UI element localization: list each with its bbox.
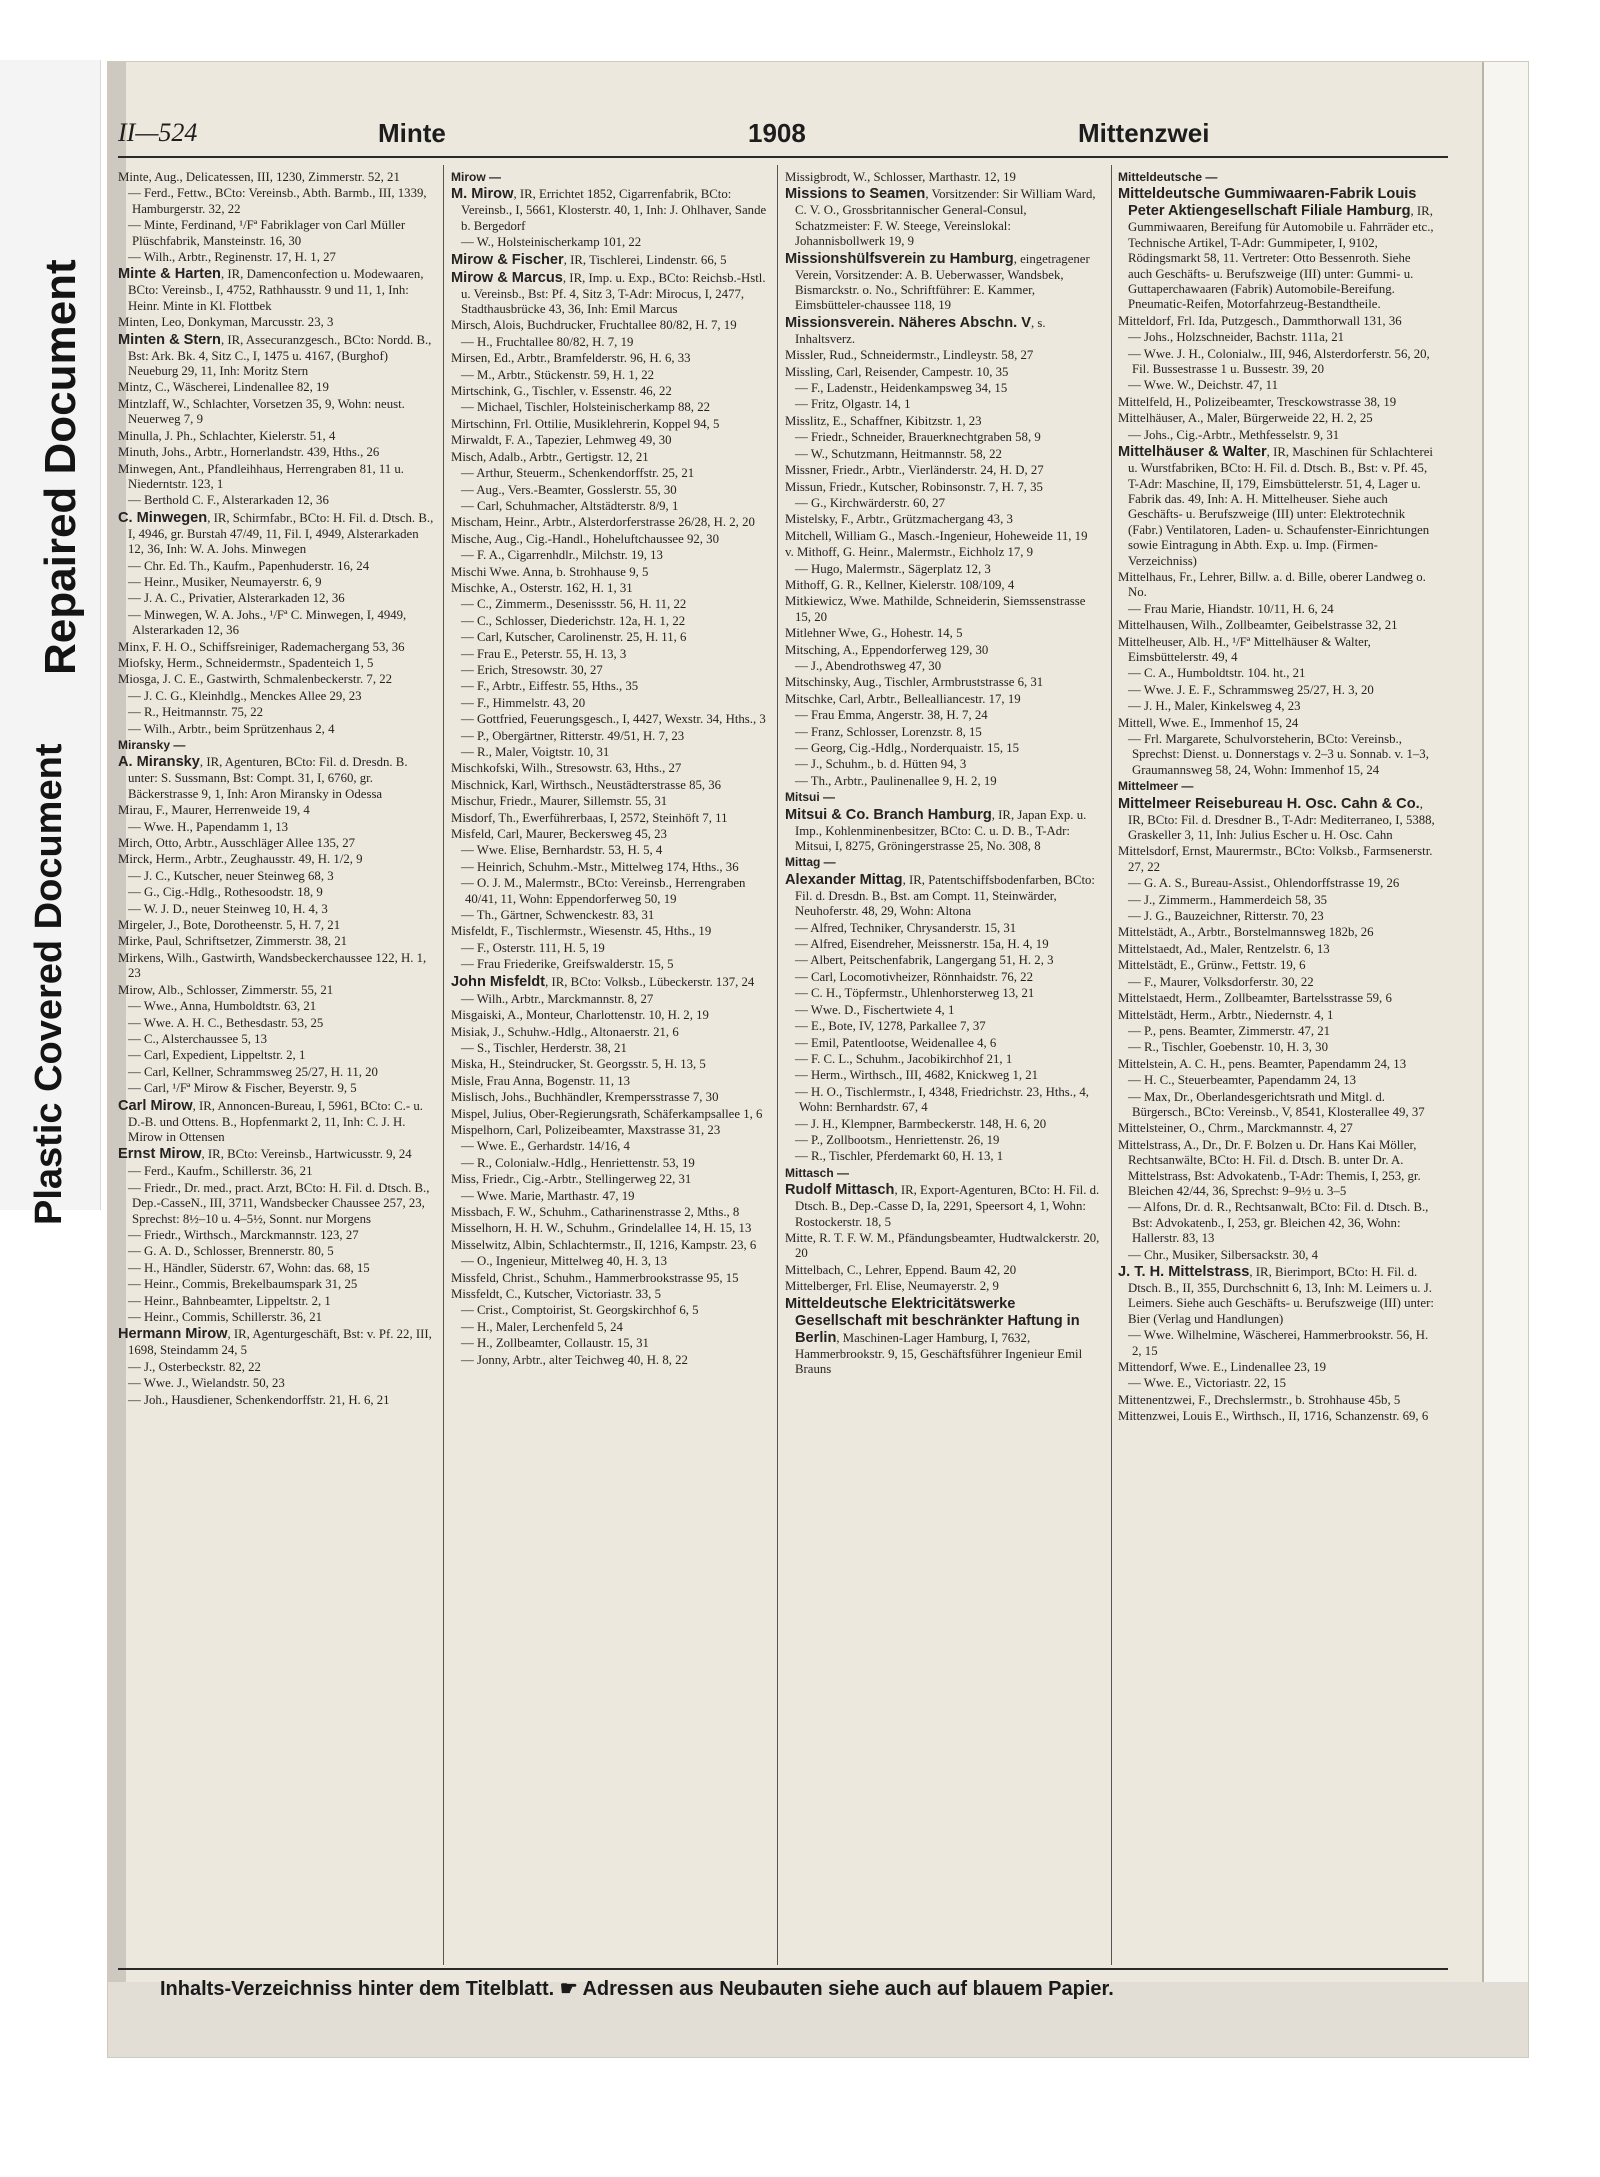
directory-entry: Mittelhausen, Wilh., Zollbeamter, Geibelstrasse 32, 21 [1118, 618, 1398, 633]
directory-entry: — R., Tischler, Goebenstr. 10, H. 3, 30 [1128, 1040, 1328, 1055]
directory-entry: — R., Heitmannstr. 75, 22 [128, 705, 264, 720]
directory-entry: Mische, Aug., Cig.-Handl., Hoheluftchaussee 92, 30 [451, 531, 719, 546]
directory-entry: Misle, Frau Anna, Bogenstr. 11, 13 [451, 1073, 631, 1088]
directory-entry: — Frau Marie, Hiandstr. 10/11, H. 6, 24 [1128, 601, 1334, 616]
directory-entry: Mirtschinn, Frl. Ottilie, Musiklehrerin, Koppel 94, 5 [451, 416, 720, 431]
directory-entry: Minten & Stern, IR, Assecuranzgesch., BCto: Nordd. B., Bst: Ark. Bk. 4, Sitz C., I, 1475 u. 4167, (Burghof) Neueburg 29, 11, Inh: Moritz Stern [118, 331, 432, 379]
directory-entry: — Wwe. E., Gerhardstr. 14/16, 4 [461, 1139, 630, 1154]
directory-entry: — P., Zollbootsm., Henriettenstr. 26, 19 [795, 1132, 1000, 1147]
directory-entry: Mittelmeer Reisebureau H. Osc. Cahn & Co., IR, BCto: Fil. d. Dresdner B., T-Adr: Mediterraneo, I, 5388, Graskeller 3, 11, Inh: Julius Escher u. H. Osc. Cahn [1118, 795, 1435, 843]
directory-entry: — Joh., Hausdiener, Schenkendorffstr. 21, H. 6, 21 [128, 1392, 390, 1407]
directory-entry: — Wwe. D., Fischertwiete 4, 1 [795, 1002, 955, 1017]
directory-entry: J. T. H. Mittelstrass, IR, Bierimport, BCto: H. Fil. d. Dtsch. B., II, 355, Durchschnitt 6, 13, Inh: M. Leimers u. J. Leimers. Siehe auch Geschäfts- u. Berufszweige (III) unter: Bier (Verlag und Handlungen) [1118, 1264, 1434, 1326]
directory-entry: — Franz, Schlosser, Lorenzstr. 8, 15 [795, 724, 982, 739]
directory-entry: Mirtschink, G., Tischler, v. Essenstr. 46, 22 [451, 384, 672, 399]
directory-entry: — Crist., Comptoirist, St. Georgskirchhof 6, 5 [461, 1303, 699, 1318]
directory-entry: C. Minwegen, IR, Schirmfabr., BCto: H. Fil. d. Dtsch. B., I, 4946, gr. Burstah 47/49, 11, Fil. I, 4949, Alsterarkaden 12, 36, Inh: W. A. Johs. Minwegen [118, 509, 434, 557]
directory-entry: — J. G., Bauzeichner, Ritterstr. 70, 23 [1128, 909, 1324, 924]
directory-entry: — C., Zimmerm., Desenissstr. 56, H. 11, 22 [461, 597, 687, 612]
directory-entry: Mitschinsky, Aug., Tischler, Armbruststrasse 6, 31 [785, 675, 1044, 690]
directory-entry: Mischur, Friedr., Maurer, Sillemstr. 55, 31 [451, 794, 668, 809]
directory-entry: — Wilh., Arbtr., beim Sprützenhaus 2, 4 [128, 721, 335, 736]
header-year: 1908 [748, 118, 806, 148]
directory-entry: — J. C., Kutscher, neuer Steinweg 68, 3 [128, 868, 334, 883]
directory-entry: — J. C. G., Kleinhdlg., Menckes Allee 29, 23 [128, 688, 362, 703]
directory-entry: Mittasch — [785, 1165, 850, 1180]
directory-entry: Miofsky, Herm., Schneidermstr., Spadenteich 1, 5 [118, 655, 374, 670]
directory-entry: — Friedr., Wirthsch., Marckmannstr. 123, 27 [128, 1227, 359, 1242]
directory-entry: Missbach, F. W., Schuhm., Catharinenstrasse 2, Mths., 8 [451, 1204, 740, 1219]
directory-entry: — P., Obergärtner, Ritterstr. 49/51, H. 7, 23 [461, 728, 685, 743]
directory-entry: — S., Tischler, Herderstr. 38, 21 [461, 1040, 627, 1055]
document-label-repaired: Repaired Document [36, 259, 85, 675]
directory-column-2 [451, 170, 769, 1965]
directory-entry: Minx, F. H. O., Schiffsreiniger, Rademachergang 53, 36 [118, 639, 405, 654]
directory-entry: Mittelmeer — [1118, 779, 1194, 794]
directory-entry: Missun, Friedr., Kutscher, Robinsonstr. 7, H. 7, 35 [785, 479, 1043, 494]
directory-entry: — Alfons, Dr. d. R., Rechtsanwalt, BCto: Fil. d. Dtsch. B., Bst: Advokatenb., I, 253, gr. Bleichen 42, 36, Wohn: Hallerstr. 83, 13 [1128, 1200, 1429, 1246]
directory-entry: — Wwe. J., Wielandstr. 50, 23 [128, 1376, 285, 1391]
directory-entry: — R., Maler, Voigtstr. 10, 31 [461, 745, 610, 759]
directory-entry: Misfeld, Carl, Maurer, Beckersweg 45, 23 [451, 827, 667, 842]
directory-entry: Misselhorn, H. H. W., Schuhm., Grindelallee 14, H. 15, 13 [451, 1221, 752, 1236]
directory-entry: — F., Himmelstr. 43, 20 [461, 695, 586, 710]
directory-entry: — Alfred, Techniker, Chrysanderstr. 15, 31 [795, 920, 1017, 935]
directory-entry: Minwegen, Ant., Pfandleihhaus, Herrengraben 81, 11 u. Niederntstr. 123, 1 [118, 461, 404, 491]
directory-entry: Mirch, Otto, Arbtr., Ausschläger Allee 135, 27 [118, 836, 356, 851]
directory-entry: Mittelberger, Frl. Elise, Neumayerstr. 2, 9 [785, 1279, 999, 1294]
directory-entry: — Frau E., Peterstr. 55, H. 13, 3 [461, 646, 627, 661]
directory-entry: — Gottfried, Feuerungsgesch., I, 4427, Wexstr. 34, Hths., 3 [461, 712, 766, 727]
directory-entry: — Wwe. W., Deichstr. 47, 11 [1128, 378, 1278, 393]
directory-entry: Misdorf, Th., Ewerführerbaas, I, 2572, Steinhöft 7, 11 [451, 810, 728, 825]
directory-entry: Minte & Harten, IR, Damenconfection u. Modewaaren, BCto: Vereinsb., I, 4752, Rathhausstr. 9 und 11, 1, Inh: Heinr. Minte in Kl. Flottbek [118, 266, 424, 313]
directory-entry: Miss, Friedr., Cig.-Arbtr., Stellingerweg 22, 31 [451, 1172, 692, 1187]
directory-entry: Mitteldeutsche — [1118, 170, 1218, 184]
directory-entry: — Michael, Tischler, Holsteinischerkamp 88, 22 [461, 400, 710, 415]
directory-entry: Miosga, J. C. E., Gastwirth, Schmalenbeckerstr. 7, 22 [118, 672, 393, 687]
directory-entry: — Wilh., Arbtr., Reginenstr. 17, H. 1, 27 [128, 250, 336, 265]
directory-entry: Missions to Seamen, Vorsitzender: Sir William Ward, C. V. O., Grossbritannischer General-Consul, Schatzmeister: F. W. Steege, Vereinslokal: Johannisbollwerk 19, 9 [785, 186, 1096, 249]
directory-entry: — Frl. Margarete, Schulvorsteherin, BCto: Vereinsb., Sprechst: Dienst. u. Donnerstags v. 2–3 u. Sonnab. v. 1–3, Graumannsweg 58, 24, Wohn: Immenhof 15, 24 [1128, 732, 1429, 777]
directory-entry: — G. A. S., Bureau-Assist., Ohlendorffstrasse 19, 26 [1128, 876, 1400, 891]
directory-entry: — Wwe. E., Victoriastr. 22, 15 [1128, 1376, 1286, 1391]
directory-entry: Mirsen, Ed., Arbtr., Bramfelderstr. 96, H. 6, 33 [451, 351, 691, 366]
directory-entry: — Carl, Kutscher, Carolinenstr. 25, H. 11, 6 [461, 630, 687, 645]
directory-entry: — F., Arbtr., Eiffestr. 55, Hths., 35 [461, 679, 639, 694]
directory-entry: — Heinr., Commis, Brekelbaumspark 31, 25 [128, 1277, 358, 1292]
directory-entry: Mittell, Wwe. E., Immenhof 15, 24 [1118, 715, 1299, 730]
directory-entry: — Alfred, Eisendreher, Meissnerstr. 15a, H. 4, 19 [795, 937, 1049, 952]
directory-entry: Missionshülfsverein zu Hamburg, eingetragener Verein, Vorsitzender: A. B. Ueberwasser, Wandsbek, Bismarckstr. o. No., Schriftführer: E. Kammer, Eimsbütteler-chaussee 118, 19 [785, 250, 1090, 313]
directory-entry: — Ferd., Fettw., BCto: Vereinsb., Abth. Barmb., III, 1339, Hamburgerstr. 32, 22 [128, 186, 427, 216]
directory-entry: — Wwe., Anna, Humboldtstr. 63, 21 [128, 999, 317, 1014]
directory-entry: — Carl, Expedient, Lippeltstr. 2, 1 [128, 1048, 306, 1063]
directory-entry: Mirau, F., Maurer, Herrenweide 19, 4 [118, 803, 310, 818]
directory-entry: — Wwe. J. H., Colonialw., III, 946, Alsterdorferstr. 56, 20, Fil. Bussestrasse 1 u. Bussestr. 39, 20 [1128, 346, 1430, 377]
directory-entry: — H., Fruchtallee 80/82, H. 7, 19 [461, 334, 634, 349]
directory-entry: Mispel, Julius, Ober-Regierungsrath, Schäferkampsallee 1, 6 [451, 1106, 763, 1121]
directory-entry: Minulla, J. Ph., Schlachter, Kielerstr. 51, 4 [118, 428, 336, 443]
directory-entry: Miransky — [118, 738, 186, 752]
directory-entry: Rudolf Mittasch, IR, Export-Agenturen, BCto: H. Fil. d. Dtsch. B., Dep.-Casse D, Ia, 2291, Speersort 4, 1, Wohn: Rostockerstr. 18, 5 [785, 1182, 1100, 1229]
directory-entry: Missler, Rud., Schneidermstr., Lindleystr. 58, 27 [785, 348, 1034, 363]
directory-entry: Missling, Carl, Reisender, Campestr. 10, 35 [785, 364, 1009, 379]
directory-entry: — Erich, Stresowstr. 30, 27 [461, 662, 603, 677]
directory-entry: Mischi Wwe. Anna, b. Strohhause 9, 5 [451, 564, 649, 579]
directory-entry: — R., Tischler, Pferdemarkt 60, H. 13, 1 [795, 1149, 1004, 1164]
header-first-entry: Minte [378, 118, 446, 148]
document-label-strip [0, 60, 101, 1225]
directory-entry: Mitsui & Co. Branch Hamburg, IR, Japan Exp. u. Imp., Kohlenminenbesitzer, BCto: C. u. D. B., T-Adr: Mitsui, I, 8275, Gröningerstrasse 25, No. 308, 8 [785, 806, 1087, 854]
directory-entry: — H., Maler, Lerchenfeld 5, 24 [461, 1319, 623, 1334]
directory-entry: Alexander Mittag, IR, Patentschiffsbodenfarben, BCto: Fil. d. Dresdn. B., Bst. am Compt. 11, Steinwärder, Neuhoferstr. 48, 29, Wohn: Altona [785, 871, 1095, 919]
directory-entry: — O., Ingenieur, Mittelweg 40, H. 3, 13 [461, 1254, 667, 1269]
directory-entry: Mirke, Paul, Schriftsetzer, Zimmerstr. 38, 21 [118, 934, 348, 949]
directory-entry: Mispelhorn, Carl, Polizeibeamter, Maxstrasse 31, 23 [451, 1122, 721, 1137]
directory-entry: Mirow — [451, 170, 501, 184]
footer-rule [118, 1968, 1448, 1970]
directory-entry: — Wwe. Elise, Bernhardstr. 53, H. 5, 4 [461, 843, 663, 858]
directory-entry: Mitsching, A., Eppendorferweg 129, 30 [785, 642, 989, 657]
directory-entry: Mirsch, Alois, Buchdrucker, Fruchtallee 80/82, H. 7, 19 [451, 318, 737, 333]
directory-entry: Mittelstrass, A., Dr., Dr. F. Bolzen u. Dr. Hans Kai Möller, Rechtsanwälte, BCto: H. Fil. d. Dtsch. B. unter Dr. A. Mittelstrass, Bst: Advokatenb., T-Adr: Themis, I, 253, gr. Bleichen 42/44, 36, Sprechst: 9–9½ u. 3–5 [1118, 1137, 1421, 1198]
directory-entry: — E., Bote, IV, 1278, Parkallee 7, 37 [795, 1019, 986, 1034]
directory-entry: — Jonny, Arbtr., alter Teichweg 40, H. 8, 22 [461, 1352, 688, 1367]
directory-entry: Mitte, R. T. F. W. M., Pfändungsbeamter, Hudtwalckerstr. 20, 20 [785, 1230, 1100, 1261]
directory-entry: — Hugo, Malermstr., Sägerplatz 12, 3 [795, 561, 991, 576]
directory-entry: Minten, Leo, Donkyman, Marcusstr. 23, 3 [118, 315, 334, 330]
directory-entry: — P., pens. Beamter, Zimmerstr. 47, 21 [1128, 1023, 1331, 1038]
directory-entry: Misfeldt, F., Tischlermstr., Wiesenstr. 45, Hths., 19 [451, 924, 712, 939]
directory-entry: Missigbrodt, W., Schlosser, Marthastr. 12, 19 [785, 170, 1016, 184]
directory-entry: Misgaiski, A., Monteur, Charlottenstr. 10, H. 2, 19 [451, 1008, 709, 1023]
directory-entry: — F., Osterstr. 111, H. 5, 19 [461, 940, 605, 955]
directory-entry: — Heinr., Commis, Schillerstr. 36, 21 [128, 1310, 323, 1324]
directory-entry: — Chr. Ed. Th., Kaufm., Papenhuderstr. 16, 24 [128, 558, 370, 573]
directory-entry: Mintzlaff, W., Schlachter, Vorsetzen 35, 9, Wohn: neust. Neuerweg 7, 9 [118, 396, 405, 427]
directory-entry: Mittelstädt, E., Grünw., Fettstr. 19, 6 [1118, 958, 1306, 973]
directory-entry: — Wwe. Marie, Marthastr. 47, 19 [461, 1188, 635, 1203]
directory-entry: — Herm., Wirthsch., III, 4682, Knickweg 1, 21 [795, 1068, 1039, 1083]
directory-entry: — Georg, Cig.-Hdlg., Norderquaistr. 15, 15 [795, 741, 1020, 755]
directory-entry: Mittenzwei, Louis E., Wirthsch., II, 1716, Schanzenstr. 69, 6 [1118, 1409, 1429, 1424]
directory-entry: Mitteldeutsche Gummiwaaren-Fabrik Louis Peter Aktiengesellschaft Filiale Hamburg, IR, Gummiwaaren, Bereifung für Automobile u. Fahrräder etc., Technische Artikel, T-Adr: Gummipeter, I, 9102, Rödingsmarkt 58, 11. Vertreter: Otto Bessenroth. Siehe auch Geschäfts- u. Berufszweige (III) unter: Gummi- u. Guttaperchawaaren (Fabrik) Automobile-Bereifung. Pneumatic-Reifen, Motorfahrzeug-Bestandtheile. [1118, 186, 1434, 312]
directory-entry: Mislisch, Johs., Buchhändler, Krempersstrasse 7, 30 [451, 1090, 719, 1105]
directory-entry: — F., Maurer, Volksdorferstr. 30, 22 [1128, 974, 1314, 989]
page-right-edge [1482, 62, 1528, 2057]
directory-entry: — H., Zollbeamter, Collaustr. 15, 31 [461, 1336, 649, 1351]
directory-entry: — Albert, Peitschenfabrik, Langergang 51, H. 2, 3 [795, 953, 1054, 968]
directory-entry: — Heinrich, Schuhm.-Mstr., Mittelweg 174, Hths., 36 [461, 859, 739, 874]
directory-entry: Missfeld, Christ., Schuhm., Hammerbrookstrasse 95, 15 [451, 1270, 739, 1285]
directory-entry: Mirwaldt, F. A., Tapezier, Lehmweg 49, 30 [451, 433, 672, 448]
directory-entry: Mirow & Fischer, IR, Tischlerei, Lindenstr. 66, 5 [451, 251, 727, 268]
directory-entry: — J., Schuhm., b. d. Hütten 94, 3 [795, 757, 967, 772]
directory-entry: Mirow, Alb., Schlosser, Zimmerstr. 55, 21 [118, 982, 334, 997]
directory-entry: Mischnick, Karl, Wirthsch., Neustädterstrasse 85, 36 [451, 777, 722, 792]
directory-entry: — F., Ladenstr., Heidenkampsweg 34, 15 [795, 381, 1008, 396]
directory-entry: — W., Holsteinischerkamp 101, 22 [461, 235, 642, 250]
directory-entry: — Wilh., Arbtr., Marckmannstr. 8, 27 [461, 991, 654, 1006]
directory-entry: — Aug., Vers.-Beamter, Gosslerstr. 55, 30 [461, 482, 677, 497]
directory-entry: — Fritz, Olgastr. 14, 1 [795, 397, 911, 412]
directory-entry: — J. H., Maler, Kinkelsweg 4, 23 [1128, 699, 1301, 714]
directory-entry: — J., Osterbeckstr. 82, 22 [128, 1359, 261, 1374]
directory-entry: — G., Cig.-Hdlg., Rothesoodstr. 18, 9 [128, 885, 323, 900]
directory-entry: — Th., Gärtner, Schwenckestr. 83, 31 [461, 908, 655, 923]
directory-entry: Mittelstaedt, Herm., Zollbeamter, Bartelsstrasse 59, 6 [1118, 991, 1392, 1006]
page-header [118, 118, 1448, 158]
directory-entry: Mittelbach, C., Lehrer, Eppend. Baum 42, 20 [785, 1262, 1017, 1277]
directory-entry: — Carl, Locomotivheizer, Rönnhaidstr. 76, 22 [795, 969, 1033, 984]
directory-entry: Mittelhäuser, A., Maler, Bürgerweide 22, H. 2, 25 [1118, 411, 1373, 426]
directory-entry: Mittelstein, A. C. H., pens. Beamter, Papendamm 24, 13 [1118, 1056, 1407, 1071]
directory-entry: — Heinr., Bahnbeamter, Lippeltstr. 2, 1 [128, 1293, 331, 1308]
column-divider [443, 165, 444, 1965]
directory-entry: — H. C., Steuerbeamter, Papendamm 24, 13 [1128, 1073, 1357, 1088]
directory-entry: Misch, Adalb., Arbtr., Gertigstr. 12, 21 [451, 449, 649, 464]
directory-entry: — Wwe. Wilhelmine, Wäscherei, Hammerbrookstr. 56, H. 2, 15 [1128, 1328, 1429, 1358]
directory-entry: Mitschke, Carl, Arbtr., Bellealliancestr. 17, 19 [785, 691, 1021, 706]
directory-entry: — C. A., Humboldtstr. 104. ht., 21 [1128, 666, 1306, 681]
directory-entry: — Th., Arbtr., Paulinenallee 9, H. 2, 19 [795, 773, 997, 788]
directory-entry: — Carl, ¹/Fª Mirow & Fischer, Beyerstr. 9, 5 [128, 1081, 357, 1096]
directory-entry: — Max, Dr., Oberlandesgerichtsrath und Mitgl. d. Bürgersch., BCto: Vereinsb., V, 8541, Klosterallee 49, 37 [1128, 1089, 1425, 1119]
directory-entry: Mistelsky, F., Arbtr., Grützmachergang 43, 3 [785, 512, 1013, 527]
directory-entry: Mittelstaedt, Ad., Maler, Rentzelstr. 6, 13 [1118, 941, 1330, 956]
directory-entry: Mirkens, Wilh., Gastwirth, Wandsbeckerchaussee 122, H. 1, 23 [118, 950, 427, 981]
directory-entry: Mittelhaus, Fr., Lehrer, Billw. a. d. Bille, oberer Landweg o. No. [1118, 569, 1426, 600]
directory-entry: — Friedr., Dr. med., pract. Arzt, BCto: H. Fil. d. Dtsch. B., Dep.-CasseN., III, 3711, Wandsbecker Chaussee 257, 23, Sprechst: 8½–10 u. 4–5½, Sonnt. nur Morgens [128, 1180, 430, 1226]
directory-entry: — Friedr., Schneider, Brauerknechtgraben 58, 9 [795, 430, 1041, 445]
directory-entry: — H. O., Tischlermstr., I, 4348, Friedrichstr. 23, Hths., 4, Wohn: Bernhardstr. 67, 4 [795, 1084, 1089, 1115]
directory-entry: — J., Zimmerm., Hammerdeich 58, 35 [1128, 892, 1328, 907]
directory-entry: Mischkofski, Wilh., Stresowstr. 63, Hths., 27 [451, 761, 682, 776]
directory-entry: John Misfeldt, IR, BCto: Volksb., Lübeckerstr. 137, 24 [451, 973, 755, 990]
directory-entry: — Ferd., Kaufm., Schillerstr. 36, 21 [128, 1164, 313, 1179]
directory-entry: — W., Schutzmann, Heitmannstr. 58, 22 [795, 446, 1002, 461]
directory-entry: Hermann Mirow, IR, Agenturgeschäft, Bst: v. Pf. 22, III, 1698, Steindamm 24, 5 [118, 1326, 432, 1358]
directory-entry: M. Mirow, IR, Errichtet 1852, Cigarrenfabrik, BCto: Vereinsb., I, 5661, Klosterstr. 40, 1, Inh: J. Ohlhaver, Sande b. Bergedorf [451, 186, 767, 233]
directory-entry: — Frau Emma, Angerstr. 38, H. 7, 24 [795, 708, 988, 723]
directory-entry: Mitchell, William G., Masch.-Ingenieur, Hoheweide 11, 19 [785, 528, 1088, 543]
directory-entry: — Chr., Musiker, Silbersackstr. 30, 4 [1128, 1247, 1319, 1262]
directory-entry: — J., Abendrothsweg 47, 30 [795, 658, 942, 673]
directory-entry: Misiak, J., Schuhw.-Hdlg., Altonaerstr. 21, 6 [451, 1024, 679, 1039]
directory-entry: Mirgeler, J., Bote, Dorotheenstr. 5, H. 7, 21 [118, 918, 341, 933]
directory-entry: Mittelstädt, A., Arbtr., Borstelmannsweg 182b, 26 [1118, 925, 1374, 940]
directory-entry: Mittelstädt, Herm., Arbtr., Niedernstr. 4, 1 [1118, 1007, 1334, 1022]
directory-entry: — Carl, Kellner, Schrammsweg 25/27, H. 11, 20 [128, 1064, 378, 1079]
directory-entry: Mischam, Heinr., Arbtr., Alsterdorferstrasse 26/28, H. 2, 20 [451, 515, 755, 530]
directory-entry: Mitkiewicz, Wwe. Mathilde, Schneiderin, Siemssenstrasse 15, 20 [785, 594, 1086, 624]
directory-entry: Minte, Aug., Delicatessen, III, 1230, Zimmerstr. 52, 21 [118, 170, 400, 184]
directory-entry: — G. A. D., Schlosser, Brennerstr. 80, 5 [128, 1244, 334, 1259]
directory-entry: — Carl, Schuhmacher, Altstädterstr. 8/9, 1 [461, 498, 679, 513]
directory-entry: Mittag — [785, 855, 836, 870]
directory-entry: v. Mithoff, G. Heinr., Malermstr., Eichholz 17, 9 [785, 545, 1034, 560]
directory-entry: — Arthur, Steuerm., Schenkendorffstr. 25, 21 [461, 466, 695, 481]
directory-entry: Mirck, Herm., Arbtr., Zeughausstr. 49, H. 1/2, 9 [118, 852, 363, 867]
directory-column-3 [785, 170, 1103, 1965]
directory-entry: — F. A., Cigarrenhdlr., Milchstr. 19, 13 [461, 548, 663, 563]
directory-entry: — W. J. D., neuer Steinweg 10, H. 4, 3 [128, 901, 328, 916]
page-number: II—524 [118, 118, 198, 147]
directory-entry: Mittenentzwei, F., Drechslermstr., b. Strohhause 45b, 5 [1118, 1392, 1401, 1407]
directory-entry: Mittelheuser, Alb. H., ¹/Fª Mittelhäuser & Walter, Eimsbüttelerstr. 49, 4 [1118, 634, 1371, 664]
directory-entry: — Berthold C. F., Alsterarkaden 12, 36 [128, 493, 329, 508]
directory-entry: — C., Alsterchaussee 5, 13 [128, 1031, 267, 1046]
directory-entry: Missionsverein. Näheres Abschn. V, s. Inhaltsverz. [785, 314, 1046, 346]
directory-entry: Mittelfeld, H., Polizeibeamter, Tresckowstrasse 38, 19 [1118, 394, 1397, 409]
directory-entry: Missner, Friedr., Arbtr., Vierländerstr. 24, H. D, 27 [785, 463, 1044, 478]
directory-entry: — Minte, Ferdinand, ¹/Fª Fabriklager von Carl Müller Plüschfabrik, Mansteinstr. 16, 30 [128, 218, 406, 248]
directory-entry: Carl Mirow, IR, Annoncen-Bureau, I, 5961, BCto: C.- u. D.-B. und Ottens. B., Hopfenmarkt 2, 11, Inh: C. J. H. Mirow in Ottensen [118, 1097, 423, 1144]
directory-entry: Minuth, Johs., Arbtr., Hornerlandstr. 439, Hths., 26 [118, 445, 380, 460]
directory-entry: — F. C. L., Schuhm., Jacobikirchhof 21, 1 [795, 1051, 1013, 1066]
document-label-plastic: Plastic Covered Document [28, 743, 70, 1225]
directory-column-1 [118, 170, 436, 1965]
directory-entry: Mirow & Marcus, IR, Imp. u. Exp., BCto: Reichsb.-Hstl. u. Vereinsb., Bst: Pf. 4, Sitz 3, T-Adr: Mirocus, I, 2477, Stadthausbrücke 43, 36, Inh: Emil Marcus [451, 269, 766, 317]
footer-note: Inhalts-Verzeichniss hinter dem Titelblatt. ☛ Adressen aus Neubauten siehe auch auf blauem Papier. [160, 1978, 1114, 2000]
directory-entry: Misslitz, E., Schaffner, Kibitzstr. 1, 23 [785, 413, 982, 428]
directory-entry: Mittelsdorf, Ernst, Maurermstr., BCto: Volksb., Farmsenerstr. 27, 22 [1118, 844, 1433, 874]
directory-entry: — Wwe. J. E. F., Schrammsweg 25/27, H. 3, 20 [1128, 682, 1374, 697]
directory-entry: — J. A. C., Privatier, Alsterarkaden 12, 36 [128, 591, 345, 606]
directory-entry: — Emil, Patentlootse, Weidenallee 4, 6 [795, 1035, 997, 1050]
directory-entry: — Wwe. H., Papendamm 1, 13 [128, 819, 289, 834]
directory-entry: Misselwitz, Albin, Schlachtermstr., II, 1216, Kampstr. 23, 6 [451, 1237, 757, 1252]
directory-entry: — R., Colonialw.-Hdlg., Henriettenstr. 53, 19 [461, 1155, 695, 1170]
header-rule [118, 156, 1448, 158]
directory-entry: — Frau Friederike, Greifswalderstr. 15, 5 [461, 957, 674, 972]
directory-entry: — O. J. M., Malermstr., BCto: Vereinsb., Herrengraben 40/41, 11, Wohn: Eppendorferweg 50, 19 [461, 876, 746, 906]
directory-entry: — Johs., Cig.-Arbtr., Methfesselstr. 9, 31 [1128, 427, 1340, 442]
column-divider [1111, 165, 1112, 1965]
directory-column-4 [1118, 170, 1436, 1965]
directory-entry: Mittelsteiner, O., Chrm., Marckmannstr. 4, 27 [1118, 1121, 1353, 1136]
directory-entry: Mintz, C., Wäscherei, Lindenallee 82, 19 [118, 380, 329, 395]
directory-entry: — M., Arbtr., Stückenstr. 59, H. 1, 22 [461, 367, 655, 382]
directory-entry: — Johs., Holzschneider, Bachstr. 111a, 21 [1128, 330, 1345, 345]
directory-entry: — H., Händler, Süderstr. 67, Wohn: das. 68, 15 [128, 1260, 370, 1275]
directory-entry: — J. H., Klempner, Barmbeckerstr. 148, H. 6, 20 [795, 1116, 1047, 1131]
directory-entry: Mittendorf, Wwe. E., Lindenallee 23, 19 [1118, 1360, 1327, 1375]
directory-entry: Mittelhäuser & Walter, IR, Maschinen für Schlachterei u. Wurstfabriken, BCto: H. Fil. d. Dtsch. B., Bst: v. Pf. 45, T-Adr: Maschine, II, 179, Eimsbüttelerstr. 51, 4, Lager u. Fabrik das. 49, Inh: A. H. Mittelheuser. Siehe auch Geschäfts- u. Berufszweige (III) unter: Elektrotechnik (Fabr.) Ventilatoren, Laden- u. Schaufenster-Einrichtungen sowie Eintragung in Abth. Exp. u. Imp. (Firmen-Verzeichniss) [1118, 444, 1433, 568]
directory-entry: Mitteldeutsche Elektricitätswerke Gesellschaft mit beschränkter Haftung in Berlin, Maschinen-Lager Hamburg, I, 7632, Hammerbrookstr. 9, 15, Geschäftsführer Ingenieur Emil Brauns [785, 1295, 1083, 1376]
directory-entry: Mitsui — [785, 790, 835, 805]
directory-entry: Mischke, A., Osterstr. 162, H. 1, 31 [451, 580, 633, 595]
directory-entry: — Wwe. A. H. C., Bethesdastr. 53, 25 [128, 1015, 324, 1030]
directory-entry: Miska, H., Steindrucker, St. Georgsstr. 5, H. 13, 5 [451, 1057, 706, 1072]
directory-entry: Ernst Mirow, IR, BCto: Vereinsb., Hartwicusstr. 9, 24 [118, 1146, 412, 1163]
directory-entry: — Minwegen, W. A. Johs., ¹/Fª C. Minwegen, I, 4949, Alsterarkaden 12, 36 [128, 607, 407, 638]
directory-entry: — C. H., Töpfermstr., Uhlenhorsterweg 13, 21 [795, 986, 1035, 1001]
directory-entry: — G., Kirchwärderstr. 60, 27 [795, 495, 945, 510]
directory-entry: Mitlehner Wwe, G., Hohestr. 14, 5 [785, 626, 963, 641]
directory-entry: — Heinr., Musiker, Neumayerstr. 6, 9 [128, 574, 322, 589]
directory-entry: Mithoff, G. R., Kellner, Kielerstr. 108/109, 4 [785, 577, 1015, 592]
header-last-entry: Mittenzwei [1078, 118, 1210, 148]
directory-entry: Missfeldt, C., Kutscher, Victoriastr. 33, 5 [451, 1287, 661, 1301]
column-divider [777, 165, 778, 1965]
directory-entry: A. Miransky, IR, Agenturen, BCto: Fil. d. Dresdn. B. unter: S. Sussmann, Bst: Compt. 31, I, 6760, gr. Bäckerstrasse 9, 1, Inh: Aron Miransky in Odessa [118, 754, 408, 801]
directory-entry: Mitteldorf, Frl. Ida, Putzgesch., Dammthorwall 131, 36 [1118, 313, 1402, 328]
directory-entry: — C., Schlosser, Diederichstr. 12a, H. 1, 22 [461, 613, 686, 628]
